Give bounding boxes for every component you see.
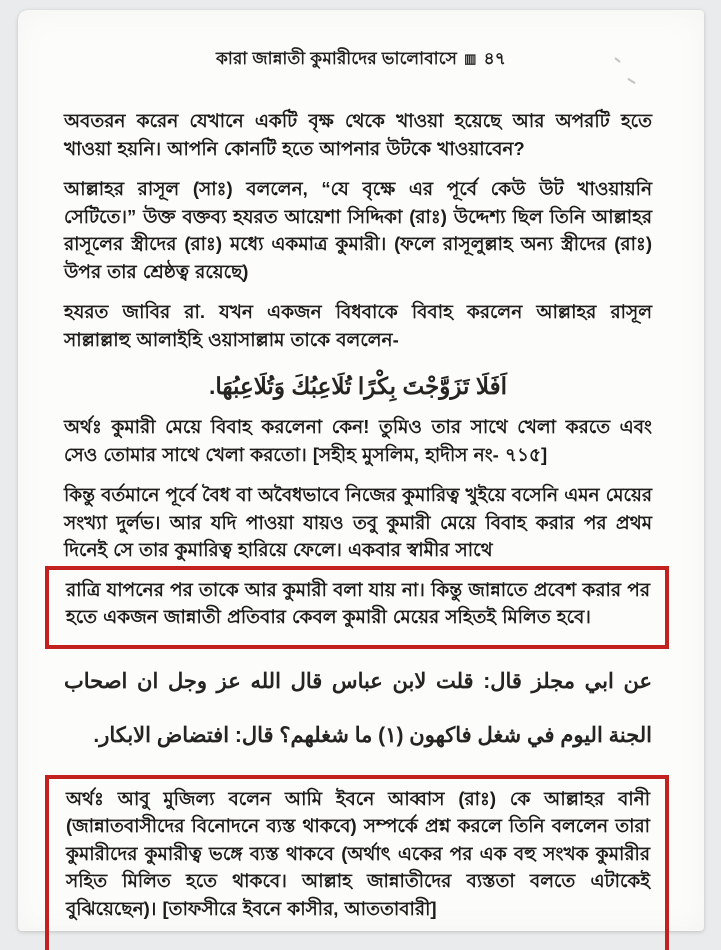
book-page xyxy=(18,10,704,931)
paragraph-rasul-answer: আল্লাহর রাসূল (সাঃ) বললেন, “যে বৃক্ষে এর পূর্বে কেউ উট খাওয়ায়নি সেটিতে।” উক্ত বক্তব্য হযরত আয়েশা সিদ্দিকা (রাঃ) উদ্দেশ্য ছিল তিনি আল্লাহর রাসূলের স্ত্রীদের (রাঃ) মধ্যে একমাত্র কুমারী। (ফলে রাসূলুল্লাহ অন্য স্ত্রীদের (রাঃ) উপর তার শ্রেষ্ঠত্ব রয়েছে) xyxy=(64,178,652,282)
boxed-paragraph-1: রাত্রি যাপনের পর তাকে আর কুমারী বলা যায় না। কিন্তু জান্নাতে প্রবেশ করার পর হতে একজন জান্নাতী প্রতিবার কেবল কুমারী মেয়ের সহিতই মিলিত হবে। xyxy=(66,578,650,627)
paragraph-camel-question: অবতরন করেন যেখানে একটি বৃক্ষ থেকে খাওয়া হয়েছে আর অপরটি হতে খাওয়া হয়নি। আপনি কোনটি হতে আপনার উটকে খাওয়াবেন? xyxy=(64,110,652,159)
page-header xyxy=(18,46,704,74)
arabic-hadith-centered: اَفَلَا تَزَوَّجْتَ بِكْرًا تُلَاعِبُكَ وَتُلَاعِبُهَا. xyxy=(209,373,507,399)
paragraph-jabir: হযরত জাবির রা. যখন একজন বিধবাকে বিবাহ করলেন আল্লাহর রাসূল সাল্লাল্লাহু আলাইহি ওয়াসাল্লাম তাকে বললেন- xyxy=(64,301,652,350)
paragraph-present-time: কিন্তু বর্তমানে পূর্বে বৈধ বা অবৈধভাবে নিজের কুমারিত্ব খুইয়ে বসেনি এমন মেয়ের সংখ্যা দুর্লভ। আর যদি পাওয়া যায়ও তবু কুমারী মেয়ে বিবাহ করার পর প্রথম দিনেই সে তার কুমারিত্ব হারিয়ে ফেলে। একবার স্বামীর সাথে xyxy=(64,484,653,560)
running-title: কারা জান্নাতী কুমারীদের ভালোবাসে xyxy=(215,49,458,68)
book-icon: ▥ xyxy=(464,51,477,66)
highlight-box-1 xyxy=(45,566,669,649)
boxed-paragraph-2: অর্থঃ আবু মুজিল্য বলেন আমি ইবনে আব্বাস (রাঃ) কে আল্লাহর বানী (জান্নাতবাসীদের বিনোদনে ব্যস্ত থাকবে) সম্পর্কে প্রশ্ন করলে তিনি বললেন তারা কুমারীদের কুমারীত্ব ভঙ্গে ব্যস্ত থাকবে (অর্থাৎ একের পর এক বহু সংখক কুমারীর সহিত মিলিত হতে থাকবে। আল্লাহ জান্নাতীদের ব্যস্ততা বলতে এটাকেই বুঝিয়েছেন)। [তাফসীরে ইবনে কাসীর, আততাবারী] xyxy=(66,787,650,919)
arabic-hadith-ibn-abbas: عن ابي مجلز قال: قلت لابن عباس قال الله عز وجل ان اصحاب الجنة اليوم في شغل فاكهون (١) ما شغلهم؟ قال: افتضاض الابكار. xyxy=(64,669,652,747)
page-number: ৪৭ xyxy=(483,49,507,68)
highlight-box-2 xyxy=(45,775,669,950)
paragraph-meaning-muslim: অর্থঃ কুমারী মেয়ে বিবাহ করলেনা কেন! তুমিও তার সাথে খেলা করতে এবং সেও তোমার সাথে খেলা করতো। [সহীহ মুসলিম, হাদীস নং- ৭১৫] xyxy=(64,416,652,465)
page-body xyxy=(18,74,704,950)
